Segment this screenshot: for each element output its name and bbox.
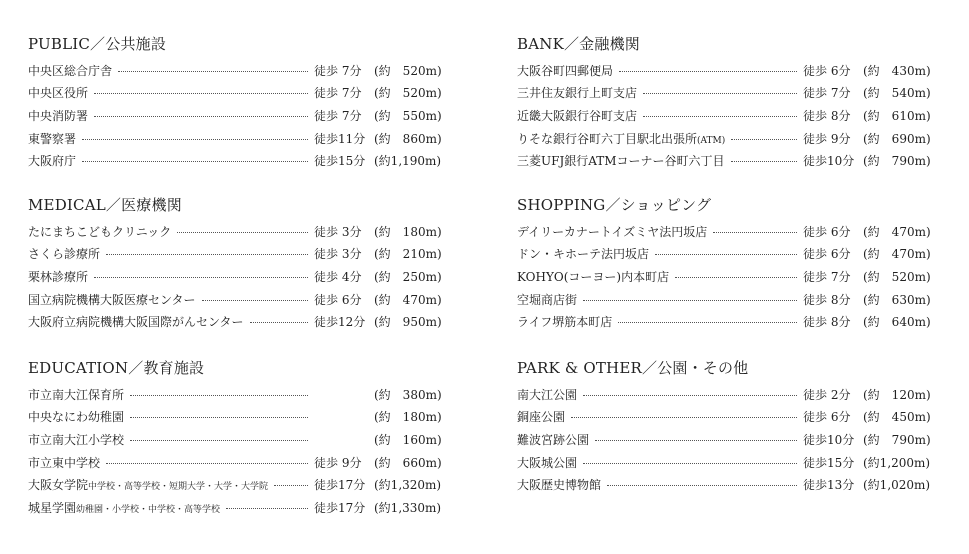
list-item (517, 406, 931, 429)
leader-dots (226, 508, 308, 509)
leader-dots (94, 116, 308, 117)
leader-dots (130, 417, 308, 418)
facility-name: 大阪歴史博物館 (517, 478, 602, 493)
list-item (28, 288, 442, 311)
list-item (28, 473, 442, 496)
list-item (28, 428, 442, 451)
distance: (約 790m) (863, 154, 931, 169)
list-item (517, 288, 931, 311)
leader-dots (571, 417, 797, 418)
facility-name: 銅座公園 (517, 410, 566, 425)
leader-dots (177, 232, 308, 233)
distance: (約 950m) (374, 315, 442, 330)
distance: (約 210m) (374, 247, 442, 262)
distance: (約 450m) (863, 410, 931, 425)
distance: (約 610m) (863, 108, 931, 123)
distance: (約 630m) (863, 292, 931, 307)
list-item (28, 127, 442, 150)
walk-time: 徒歩 6分 (803, 247, 851, 262)
list-item (517, 243, 931, 266)
distance: (約 470m) (374, 292, 442, 307)
leader-dots (130, 395, 308, 396)
leader-dots (82, 139, 308, 140)
list-item (28, 496, 442, 519)
walk-time: 徒歩 8分 (803, 108, 851, 123)
distance: (約 120m) (863, 387, 931, 402)
walk-time: 徒歩17分 (314, 478, 366, 493)
distance: (約 520m) (374, 63, 442, 78)
list-item (28, 149, 442, 172)
facility-name: 中央区役所 (28, 86, 89, 101)
facility-name: たにまちこどもクリニック (28, 224, 172, 239)
list-item (28, 220, 442, 243)
section-title: PARK & OTHER／公園・その他 (517, 359, 749, 377)
walk-time: 徒歩10分 (803, 432, 855, 447)
leader-dots (713, 232, 797, 233)
facility-name: 近畿大阪銀行谷町支店 (517, 108, 638, 123)
walk-time: 徒歩 2分 (803, 387, 851, 402)
distance: (約 860m) (374, 131, 442, 146)
leader-dots (618, 322, 797, 323)
facility-name: りそな銀行谷町六丁目駅北出張所(ATM) (517, 131, 726, 146)
section-medical (28, 193, 442, 333)
facility-name: 中央区総合庁舎 (28, 63, 113, 78)
leader-dots (250, 322, 308, 323)
facility-name: 城星学園幼稚園・小学校・中学校・高等学校 (28, 500, 221, 515)
walk-time: 徒歩11分 (314, 131, 366, 146)
distance: (約 470m) (863, 247, 931, 262)
facility-name: 栗林診療所 (28, 269, 89, 284)
leader-dots (274, 485, 308, 486)
leader-dots (731, 139, 797, 140)
walk-time: 徒歩12分 (314, 315, 366, 330)
leader-dots (130, 440, 308, 441)
facility-name: 国立病院機構大阪医療センター (28, 292, 196, 307)
leader-dots (607, 485, 797, 486)
facility-name: 難波宮跡公園 (517, 432, 590, 447)
walk-time: 徒歩 6分 (803, 410, 851, 425)
facility-name: さくら診療所 (28, 247, 101, 262)
walk-time: 徒歩 4分 (314, 269, 362, 284)
walk-time: 徒歩 9分 (803, 131, 851, 146)
section-title: SHOPPING／ショッピング (517, 196, 712, 214)
list-item (517, 451, 931, 474)
distance: (約1,330m) (374, 500, 442, 515)
list-item (28, 243, 442, 266)
leader-dots (731, 161, 797, 162)
walk-time: 徒歩 8分 (803, 315, 851, 330)
leader-dots (82, 161, 308, 162)
facility-name: 中央消防署 (28, 108, 89, 123)
walk-time: 徒歩 8分 (803, 292, 851, 307)
leader-dots (106, 254, 308, 255)
walk-time: 徒歩 7分 (803, 269, 851, 284)
leader-dots (643, 116, 797, 117)
distance: (約 470m) (863, 224, 931, 239)
distance: (約 180m) (374, 410, 442, 425)
distance: (約 540m) (863, 86, 931, 101)
list-item (517, 265, 931, 288)
leader-dots (202, 300, 308, 301)
list-item (28, 59, 442, 82)
leader-dots (655, 254, 797, 255)
distance: (約 160m) (374, 432, 442, 447)
list-item (517, 310, 931, 333)
list-item (517, 428, 931, 451)
distance: (約1,200m) (863, 455, 931, 470)
facility-name: 中央なにわ幼稚園 (28, 410, 125, 425)
walk-time: 徒歩 3分 (314, 247, 362, 262)
walk-time: 徒歩 7分 (314, 86, 362, 101)
leader-dots (118, 71, 308, 72)
walk-time: 徒歩 7分 (314, 108, 362, 123)
distance: (約1,190m) (374, 154, 442, 169)
distance: (約1,320m) (374, 478, 442, 493)
list-item (28, 310, 442, 333)
section-title: MEDICAL／医療機関 (28, 196, 182, 214)
walk-time: 徒歩 7分 (803, 86, 851, 101)
walk-time: 徒歩 7分 (314, 63, 362, 78)
distance: (約 180m) (374, 224, 442, 239)
walk-time: 徒歩15分 (803, 455, 855, 470)
list-item (28, 104, 442, 127)
walk-time: 徒歩 6分 (314, 292, 362, 307)
walk-time: 徒歩13分 (803, 478, 855, 493)
facility-name: 大阪女学院中学校・高等学校・短期大学・大学・大学院 (28, 478, 269, 493)
facility-name: 大阪府庁 (28, 154, 77, 169)
list-item (28, 451, 442, 474)
facility-name: 大阪府立病院機構大阪国際がんセンター (28, 315, 244, 330)
leader-dots (595, 440, 797, 441)
list-item (517, 59, 931, 82)
facility-name: デイリーカナートイズミヤ法円坂店 (517, 224, 708, 239)
leader-dots (583, 395, 797, 396)
facility-name: 市立東中学校 (28, 455, 101, 470)
facility-name: 空堀商店街 (517, 292, 578, 307)
section-title: EDUCATION／教育施設 (28, 359, 205, 377)
distance: (約 690m) (863, 131, 931, 146)
leader-dots (94, 277, 308, 278)
list-item (28, 265, 442, 288)
distance: (約 550m) (374, 108, 442, 123)
leader-dots (643, 93, 797, 94)
walk-time: 徒歩17分 (314, 500, 366, 515)
distance: (約 520m) (863, 269, 931, 284)
list-item (517, 127, 931, 150)
section-education (28, 356, 442, 519)
distance: (約 640m) (863, 315, 931, 330)
distance: (約 520m) (374, 86, 442, 101)
list-item (28, 82, 442, 105)
list-item (517, 473, 931, 496)
walk-time: 徒歩 6分 (803, 224, 851, 239)
facility-name: 大阪城公園 (517, 455, 578, 470)
section-title: PUBLIC／公共施設 (28, 35, 167, 53)
section-public (28, 32, 442, 172)
leader-dots (675, 277, 797, 278)
leader-dots (106, 463, 308, 464)
list-item (517, 220, 931, 243)
list-item (517, 82, 931, 105)
distance: (約 250m) (374, 269, 442, 284)
facility-name: 大阪谷町四郵便局 (517, 63, 614, 78)
facility-name: 南大江公園 (517, 387, 578, 402)
leader-dots (583, 463, 797, 464)
list-item (28, 406, 442, 429)
distance: (約 380m) (374, 387, 442, 402)
walk-time: 徒歩 9分 (314, 455, 362, 470)
facility-name: 市立南大江保育所 (28, 387, 125, 402)
distance: (約1,020m) (863, 478, 931, 493)
distance: (約 790m) (863, 432, 931, 447)
facility-name: KOHYO(コーヨー)内本町店 (517, 269, 670, 284)
leader-dots (619, 71, 797, 72)
section-title: BANK／金融機関 (517, 35, 640, 53)
facility-name: ライフ堺筋本町店 (517, 315, 613, 330)
section-bank (517, 32, 931, 172)
list-item (517, 383, 931, 406)
distance: (約 660m) (374, 455, 442, 470)
facility-name: 市立南大江小学校 (28, 432, 125, 447)
leader-dots (94, 93, 308, 94)
facility-name: ドン・キホーテ法円坂店 (517, 247, 650, 262)
list-item (517, 149, 931, 172)
list-item (517, 104, 931, 127)
section-shopping (517, 193, 931, 333)
walk-time: 徒歩 6分 (803, 63, 851, 78)
facility-name: 三井住友銀行上町支店 (517, 86, 638, 101)
facility-name: 三菱UFJ銀行ATMコーナー谷町六丁目 (517, 154, 725, 169)
distance: (約 430m) (863, 63, 931, 78)
walk-time: 徒歩10分 (803, 154, 855, 169)
leader-dots (583, 300, 797, 301)
walk-time: 徒歩 3分 (314, 224, 362, 239)
facility-name: 東警察署 (28, 131, 77, 146)
section-park-other (517, 356, 931, 496)
walk-time: 徒歩15分 (314, 154, 366, 169)
list-item (28, 383, 442, 406)
